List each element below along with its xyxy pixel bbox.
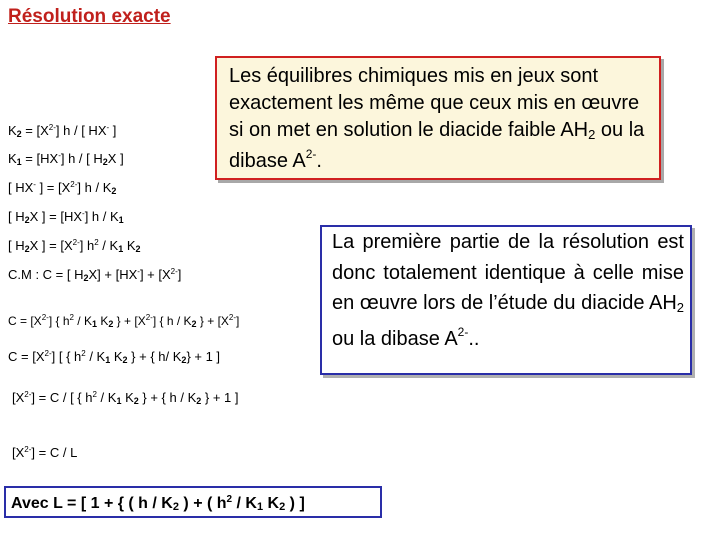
equation-k2-definition: $K_2 = [X^{2-}]$ h / [ HX- ]	[8, 123, 117, 139]
equation-hx: [ HX- ] = $[X^{2-}]$ h / $K_2$	[8, 180, 117, 196]
equation-mass-conservation: C.M : C = [ $H_2X] + [HX^-] + [X^{2-}]$	[8, 267, 182, 283]
equation-c-sum: $C = [X^{2-}]$ { $h^2 / K_1$ $K_2$ } + $[X^{2-}]$ { h / $K_2$ } + $[X^{2-}]$	[8, 313, 240, 329]
resolution-note-box: La première partie de la résolution est donc totalement identique à celle mise en œuvre lors de l’étude du diacide $AH_2$ ou la dibase $A^{2-}$..	[320, 225, 692, 375]
l-definition-box: Avec L = [ 1 + { ( h / $K_2$ ) + ( $h^2 / K_1$ $K_2$ ) ]	[4, 486, 382, 518]
equation-k1-definition: $K_1 = [HX^-]$ h / [ $H_2X$ ]	[8, 151, 124, 167]
page-title: Résolution exacte	[8, 6, 171, 27]
equation-x2-over-l: $[X^{2-}] = C / L$	[12, 445, 78, 460]
equation-h2x-from-hx: [ $H_2X$ ] = [HX-] h / $K_1$	[8, 209, 124, 225]
equation-c-factored: $C = [X^{2-}]$ [ { $h^2 / K_1$ $K_2$ } + { h/ $K_2\} + 1$ ]	[8, 349, 221, 365]
equation-x2-expression: $[X^{2-}] = C$ / [ { $h^2 / K_1$ $K_2$ } + { h / $K_2$ } + 1 ]	[12, 390, 239, 406]
equation-h2x-from-x2: [ $H_2X$ ] = $[X^{2-}]$ $h^2 / K_1$ $K_2$	[8, 238, 141, 254]
equilibria-note-box: Les équilibres chimiques mis en jeux sont exactement les même que ceux mis en œuvre si on met en solution le diacide faible $AH_2$ ou la dibase $A^{2-}$.	[215, 56, 661, 180]
